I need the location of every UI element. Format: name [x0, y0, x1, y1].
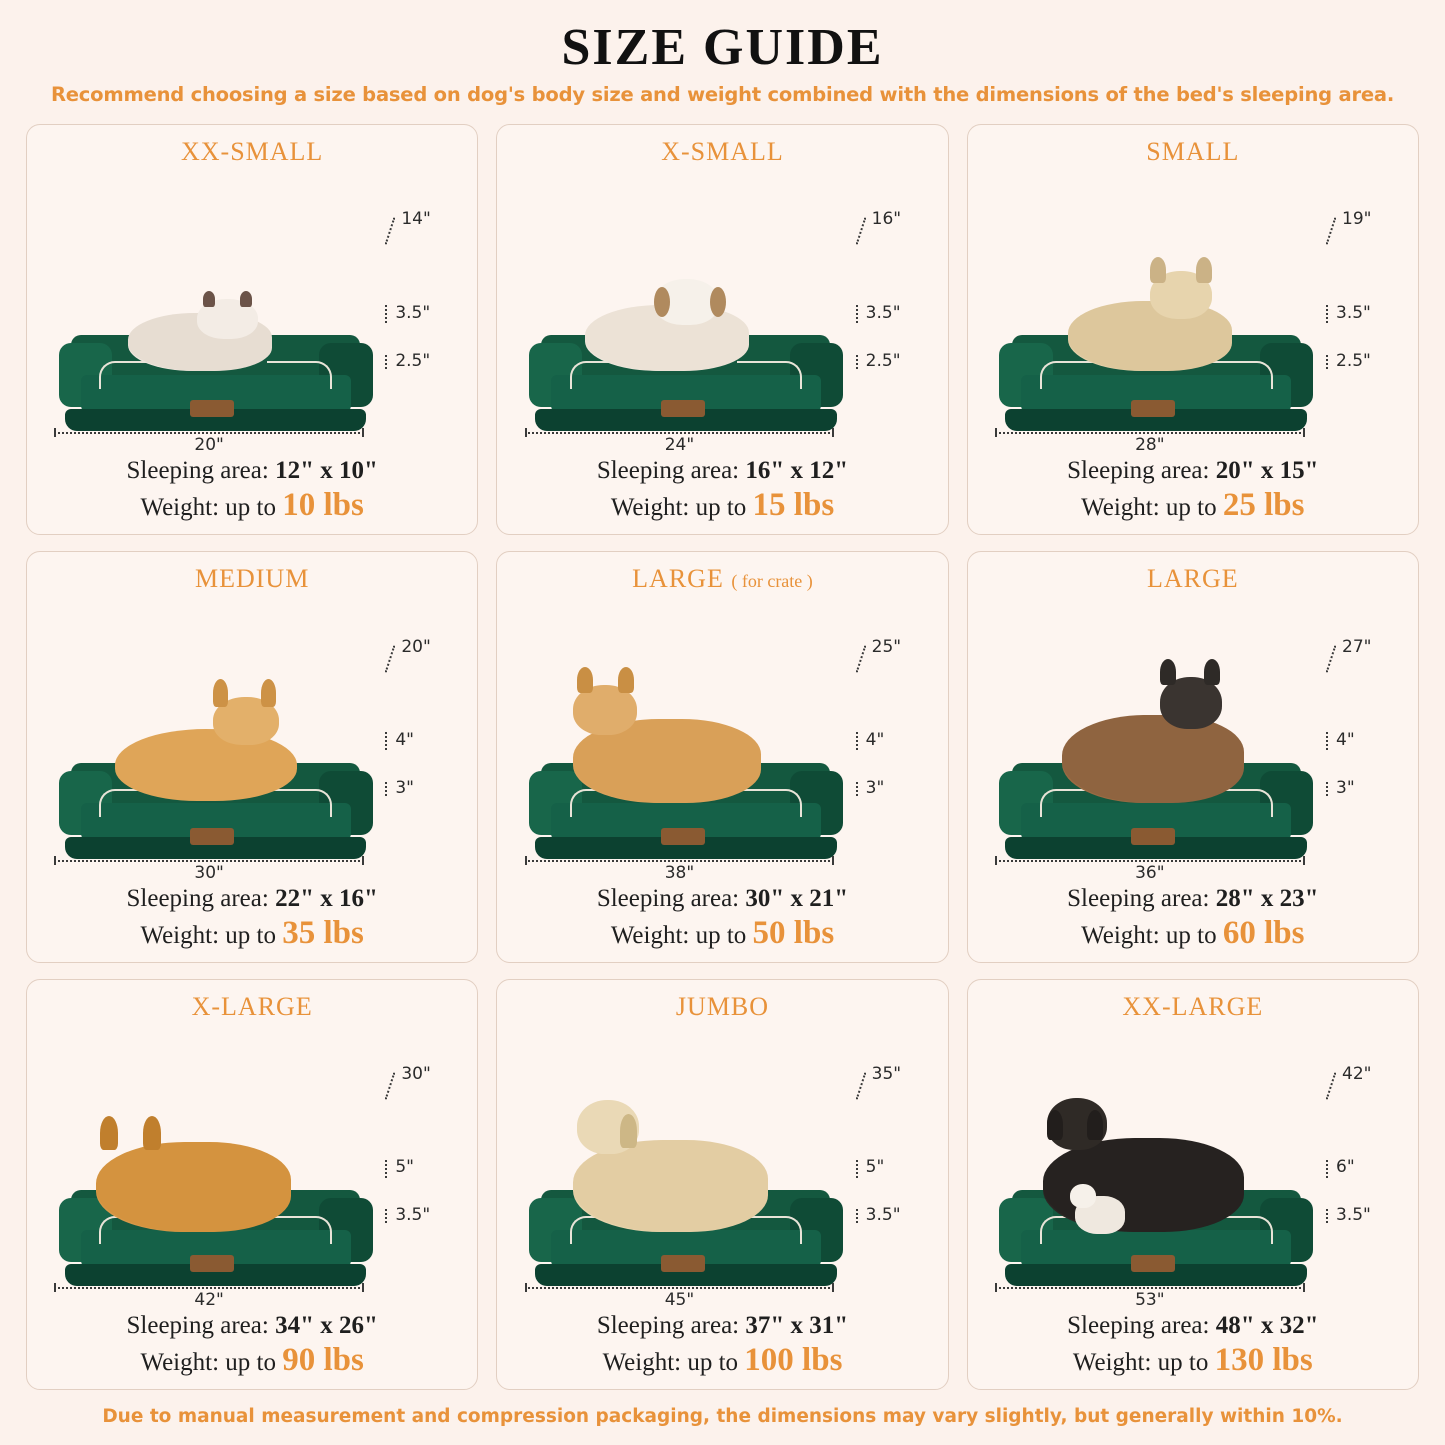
- vertical-dimensions: [1296, 1064, 1406, 1272]
- sleeping-area-label: Sleeping area:: [596, 884, 746, 912]
- weight-value: 100 lbs: [744, 1342, 843, 1378]
- sleeping-area-label: Sleeping area:: [126, 1312, 276, 1339]
- horizontal-dimension: [995, 850, 1305, 883]
- sleeping-area-label: Sleeping area:: [126, 884, 276, 912]
- vertical-dimensions: [355, 1064, 465, 1272]
- size-card-xx-large: [967, 979, 1419, 1390]
- sleeping-area-label: Sleeping area:: [1067, 457, 1216, 485]
- dog-bed-graphic: [59, 335, 373, 431]
- dim-low: 2.5": [395, 350, 431, 371]
- sleeping-area-value: 22" x 16": [275, 884, 378, 912]
- sleeping-area-value: 48" x 32": [1215, 1312, 1319, 1339]
- weight-value: 10 lbs: [282, 487, 364, 524]
- pet-french-bulldog-illustration: [1068, 301, 1231, 371]
- dim-width: 53": [1135, 1290, 1165, 1310]
- sleeping-area-value: 28" x 23": [1215, 884, 1319, 912]
- weight-value: 130 lbs: [1214, 1342, 1313, 1378]
- card-size-label: X-SMALL: [661, 137, 784, 166]
- horizontal-dimension: [54, 850, 364, 883]
- horizontal-dimension: [525, 422, 835, 455]
- bed-illustration: [978, 596, 1408, 884]
- sleeping-area-row: [37, 457, 467, 485]
- sleeping-area-value: 34" x 26": [275, 1312, 378, 1339]
- dog-bed-graphic: [529, 1190, 843, 1286]
- weight-label: Weight: up to: [1081, 494, 1223, 522]
- bed-brand-tag: [661, 828, 705, 845]
- card-title: [1147, 564, 1239, 594]
- bed-brand-tag: [661, 1255, 705, 1272]
- bed-piping-right: [267, 789, 332, 817]
- vertical-dimensions: [826, 637, 936, 845]
- bed-illustration: [978, 169, 1408, 457]
- card-size-label: X-LARGE: [191, 991, 313, 1021]
- card-specs: [507, 1312, 937, 1379]
- weight-label: Weight: up to: [602, 1349, 745, 1376]
- sleeping-area-value: 30" x 21": [745, 884, 849, 912]
- dim-mid: 5": [865, 1157, 885, 1178]
- weight-label: Weight: up to: [610, 921, 753, 949]
- vertical-dimensions: [1296, 637, 1406, 845]
- dim-low: 3": [865, 777, 885, 798]
- vertical-dimensions: [826, 1064, 936, 1272]
- pet-border-collie-illustration: [1062, 715, 1244, 803]
- pet-shiba-inu-illustration: [573, 719, 761, 803]
- dim-low: 3.5": [1336, 1205, 1371, 1226]
- bed-brand-tag: [1131, 828, 1175, 845]
- card-specs: [978, 457, 1408, 524]
- dim-height: 30": [401, 1064, 431, 1085]
- dim-width: 36": [1135, 862, 1165, 883]
- card-title: [181, 137, 323, 167]
- card-size-label: LARGE: [632, 564, 724, 594]
- weight-label: Weight: up to: [610, 494, 753, 522]
- size-card-small: [967, 124, 1419, 535]
- sleeping-area-row: [978, 1312, 1408, 1340]
- weight-row: [37, 1342, 467, 1379]
- horizontal-dimension: [995, 1277, 1305, 1310]
- weight-value: 90 lbs: [282, 1342, 364, 1378]
- horizontal-dimension: [995, 422, 1305, 455]
- vertical-dimensions: [355, 637, 465, 845]
- dog-bed-graphic: [999, 335, 1313, 431]
- bed-piping-right: [737, 789, 802, 817]
- horizontal-dimension: [525, 1277, 835, 1310]
- dim-width: 38": [664, 862, 695, 883]
- dog-bed-graphic: [999, 1190, 1313, 1286]
- sleeping-area-row: [978, 457, 1408, 485]
- card-title: [661, 137, 784, 167]
- weight-row: [507, 915, 937, 952]
- size-card-xx-small: [26, 124, 478, 535]
- dim-mid: 6": [1336, 1157, 1355, 1178]
- dim-height: 27": [1342, 636, 1372, 657]
- card-size-label: JUMBO: [675, 991, 770, 1021]
- size-card-large: [967, 551, 1419, 962]
- dim-mid: 5": [395, 1157, 414, 1178]
- size-card-grid: [26, 124, 1419, 1390]
- dog-bed-graphic: [59, 763, 373, 859]
- sleeping-area-row: [507, 457, 937, 485]
- sleeping-area-row: [37, 1312, 467, 1340]
- bed-piping-right: [267, 1216, 332, 1244]
- sleeping-area-value: 16" x 12": [745, 457, 849, 485]
- horizontal-dimension: [54, 422, 364, 455]
- sleeping-area-label: Sleeping area:: [1067, 1312, 1216, 1339]
- pet-rottweiler-illustration: [1043, 1138, 1244, 1232]
- weight-value: 25 lbs: [1222, 487, 1305, 524]
- dim-width: 30": [194, 862, 224, 883]
- bed-brand-tag: [1131, 1255, 1175, 1272]
- dim-low: 2.5": [1336, 350, 1371, 371]
- card-title: [195, 564, 309, 594]
- sleeping-area-row: [507, 885, 937, 913]
- card-title: [1122, 992, 1263, 1022]
- card-size-label: MEDIUM: [194, 564, 310, 594]
- dim-height: 19": [1342, 209, 1372, 230]
- bed-brand-tag: [190, 1255, 234, 1272]
- sleeping-area-value: 37" x 31": [745, 1312, 849, 1339]
- weight-label: Weight: up to: [140, 1349, 283, 1376]
- dim-width: 20": [194, 435, 224, 456]
- weight-value: 50 lbs: [752, 914, 835, 951]
- card-title: [1146, 137, 1239, 167]
- weight-value: 35 lbs: [282, 914, 364, 951]
- card-size-label: XX-LARGE: [1122, 991, 1264, 1021]
- sleeping-area-label: Sleeping area:: [126, 457, 276, 485]
- sleeping-area-row: [978, 885, 1408, 913]
- weight-row: [507, 1342, 937, 1379]
- bed-piping-left: [1040, 361, 1105, 389]
- card-size-note: ( for crate ): [731, 571, 813, 592]
- dim-mid: 3.5": [395, 302, 431, 323]
- weight-label: Weight: up to: [140, 494, 283, 522]
- dim-width: 42": [194, 1290, 224, 1310]
- sleeping-area-row: [507, 1312, 937, 1340]
- pet-labrador-illustration: [573, 1140, 768, 1232]
- weight-row: [978, 1342, 1408, 1379]
- sleeping-area-row: [37, 885, 467, 913]
- weight-label: Weight: up to: [140, 921, 283, 949]
- bed-piping-right: [737, 361, 802, 389]
- dim-mid: 3.5": [865, 302, 901, 323]
- weight-value: 60 lbs: [1222, 914, 1305, 951]
- horizontal-dimension: [54, 1277, 364, 1310]
- card-specs: [507, 885, 937, 952]
- bed-illustration: [507, 1024, 937, 1312]
- bed-brand-tag: [190, 400, 234, 417]
- dim-width: 45": [664, 1290, 695, 1310]
- page-title: SIZE GUIDE: [561, 19, 884, 76]
- sleeping-area-label: Sleeping area:: [596, 457, 746, 485]
- bed-illustration: [507, 169, 937, 457]
- card-specs: [978, 885, 1408, 952]
- sleeping-area-label: Sleeping area:: [1067, 884, 1216, 912]
- weight-row: [37, 915, 467, 952]
- bed-piping-right: [267, 361, 332, 389]
- dim-height: 42": [1342, 1064, 1372, 1085]
- dim-height: 25": [871, 636, 902, 657]
- dim-low: 3": [395, 777, 414, 798]
- bed-brand-tag: [190, 828, 234, 845]
- size-card-large-crate: [496, 551, 948, 962]
- size-card-jumbo: [496, 979, 948, 1390]
- page-subtitle: Recommend choosing a size based on dog's body size and weight combined with the dimensions of the bed's sleeping area.: [50, 83, 1395, 106]
- card-title: [676, 992, 769, 1022]
- card-title: [192, 992, 313, 1022]
- bed-illustration: [37, 169, 467, 457]
- dog-bed-graphic: [529, 763, 843, 859]
- sleeping-area-label: Sleeping area:: [596, 1312, 746, 1339]
- bed-illustration: [37, 1024, 467, 1312]
- disclaimer-note: Due to manual measurement and compression packaging, the dimensions may vary slightly, but generally within 10%.: [102, 1406, 1343, 1427]
- card-title: [632, 564, 813, 594]
- dog-bed-graphic: [59, 1190, 373, 1286]
- size-card-medium: [26, 551, 478, 962]
- card-specs: [978, 1312, 1408, 1379]
- dim-low: 3.5": [395, 1205, 431, 1226]
- weight-row: [507, 487, 937, 524]
- weight-value: 15 lbs: [752, 487, 835, 524]
- weight-label: Weight: up to: [1081, 921, 1223, 949]
- sleeping-area-value: 20" x 15": [1215, 457, 1319, 485]
- card-size-label: SMALL: [1146, 137, 1240, 166]
- vertical-dimensions: [1296, 209, 1406, 417]
- dim-height: 20": [401, 636, 431, 657]
- dog-bed-graphic: [999, 763, 1313, 859]
- sleeping-area-value: 12" x 10": [275, 457, 378, 485]
- bed-illustration: [507, 596, 937, 884]
- card-specs: [507, 457, 937, 524]
- weight-row: [978, 915, 1408, 952]
- dim-height: 14": [401, 209, 431, 230]
- vertical-dimensions: [355, 209, 465, 417]
- dim-low: 3.5": [865, 1205, 901, 1226]
- card-specs: [37, 1312, 467, 1379]
- dim-mid: 4": [1336, 730, 1355, 751]
- pet-corgi-illustration: [115, 729, 297, 801]
- size-card-x-large: [26, 979, 478, 1390]
- weight-label: Weight: up to: [1072, 1349, 1215, 1376]
- dim-width: 28": [1135, 435, 1165, 456]
- bed-illustration: [37, 596, 467, 884]
- horizontal-dimension: [525, 850, 835, 883]
- dim-mid: 4": [865, 730, 885, 751]
- dim-mid: 4": [395, 730, 414, 751]
- dim-mid: 3.5": [1336, 302, 1371, 323]
- dim-low: 2.5": [865, 350, 901, 371]
- card-size-label: LARGE: [1146, 564, 1239, 594]
- pet-golden-retriever-illustration: [96, 1142, 291, 1232]
- pet-chihuahua-illustration: [1075, 1196, 1125, 1234]
- card-specs: [37, 885, 467, 952]
- pet-cat-illustration: [128, 313, 273, 371]
- bed-illustration: [978, 1024, 1408, 1312]
- pet-shih-tzu-illustration: [585, 305, 748, 371]
- weight-row: [37, 487, 467, 524]
- dim-low: 3": [1336, 777, 1355, 798]
- size-card-x-small: [496, 124, 948, 535]
- dim-width: 24": [664, 435, 695, 456]
- dim-height: 35": [871, 1064, 902, 1085]
- card-specs: [37, 457, 467, 524]
- dim-height: 16": [871, 209, 902, 230]
- card-size-label: XX-SMALL: [180, 137, 324, 166]
- dog-bed-graphic: [529, 335, 843, 431]
- vertical-dimensions: [826, 209, 936, 417]
- bed-brand-tag: [661, 400, 705, 417]
- bed-brand-tag: [1131, 400, 1175, 417]
- bed-piping-right: [1208, 361, 1273, 389]
- weight-row: [978, 487, 1408, 524]
